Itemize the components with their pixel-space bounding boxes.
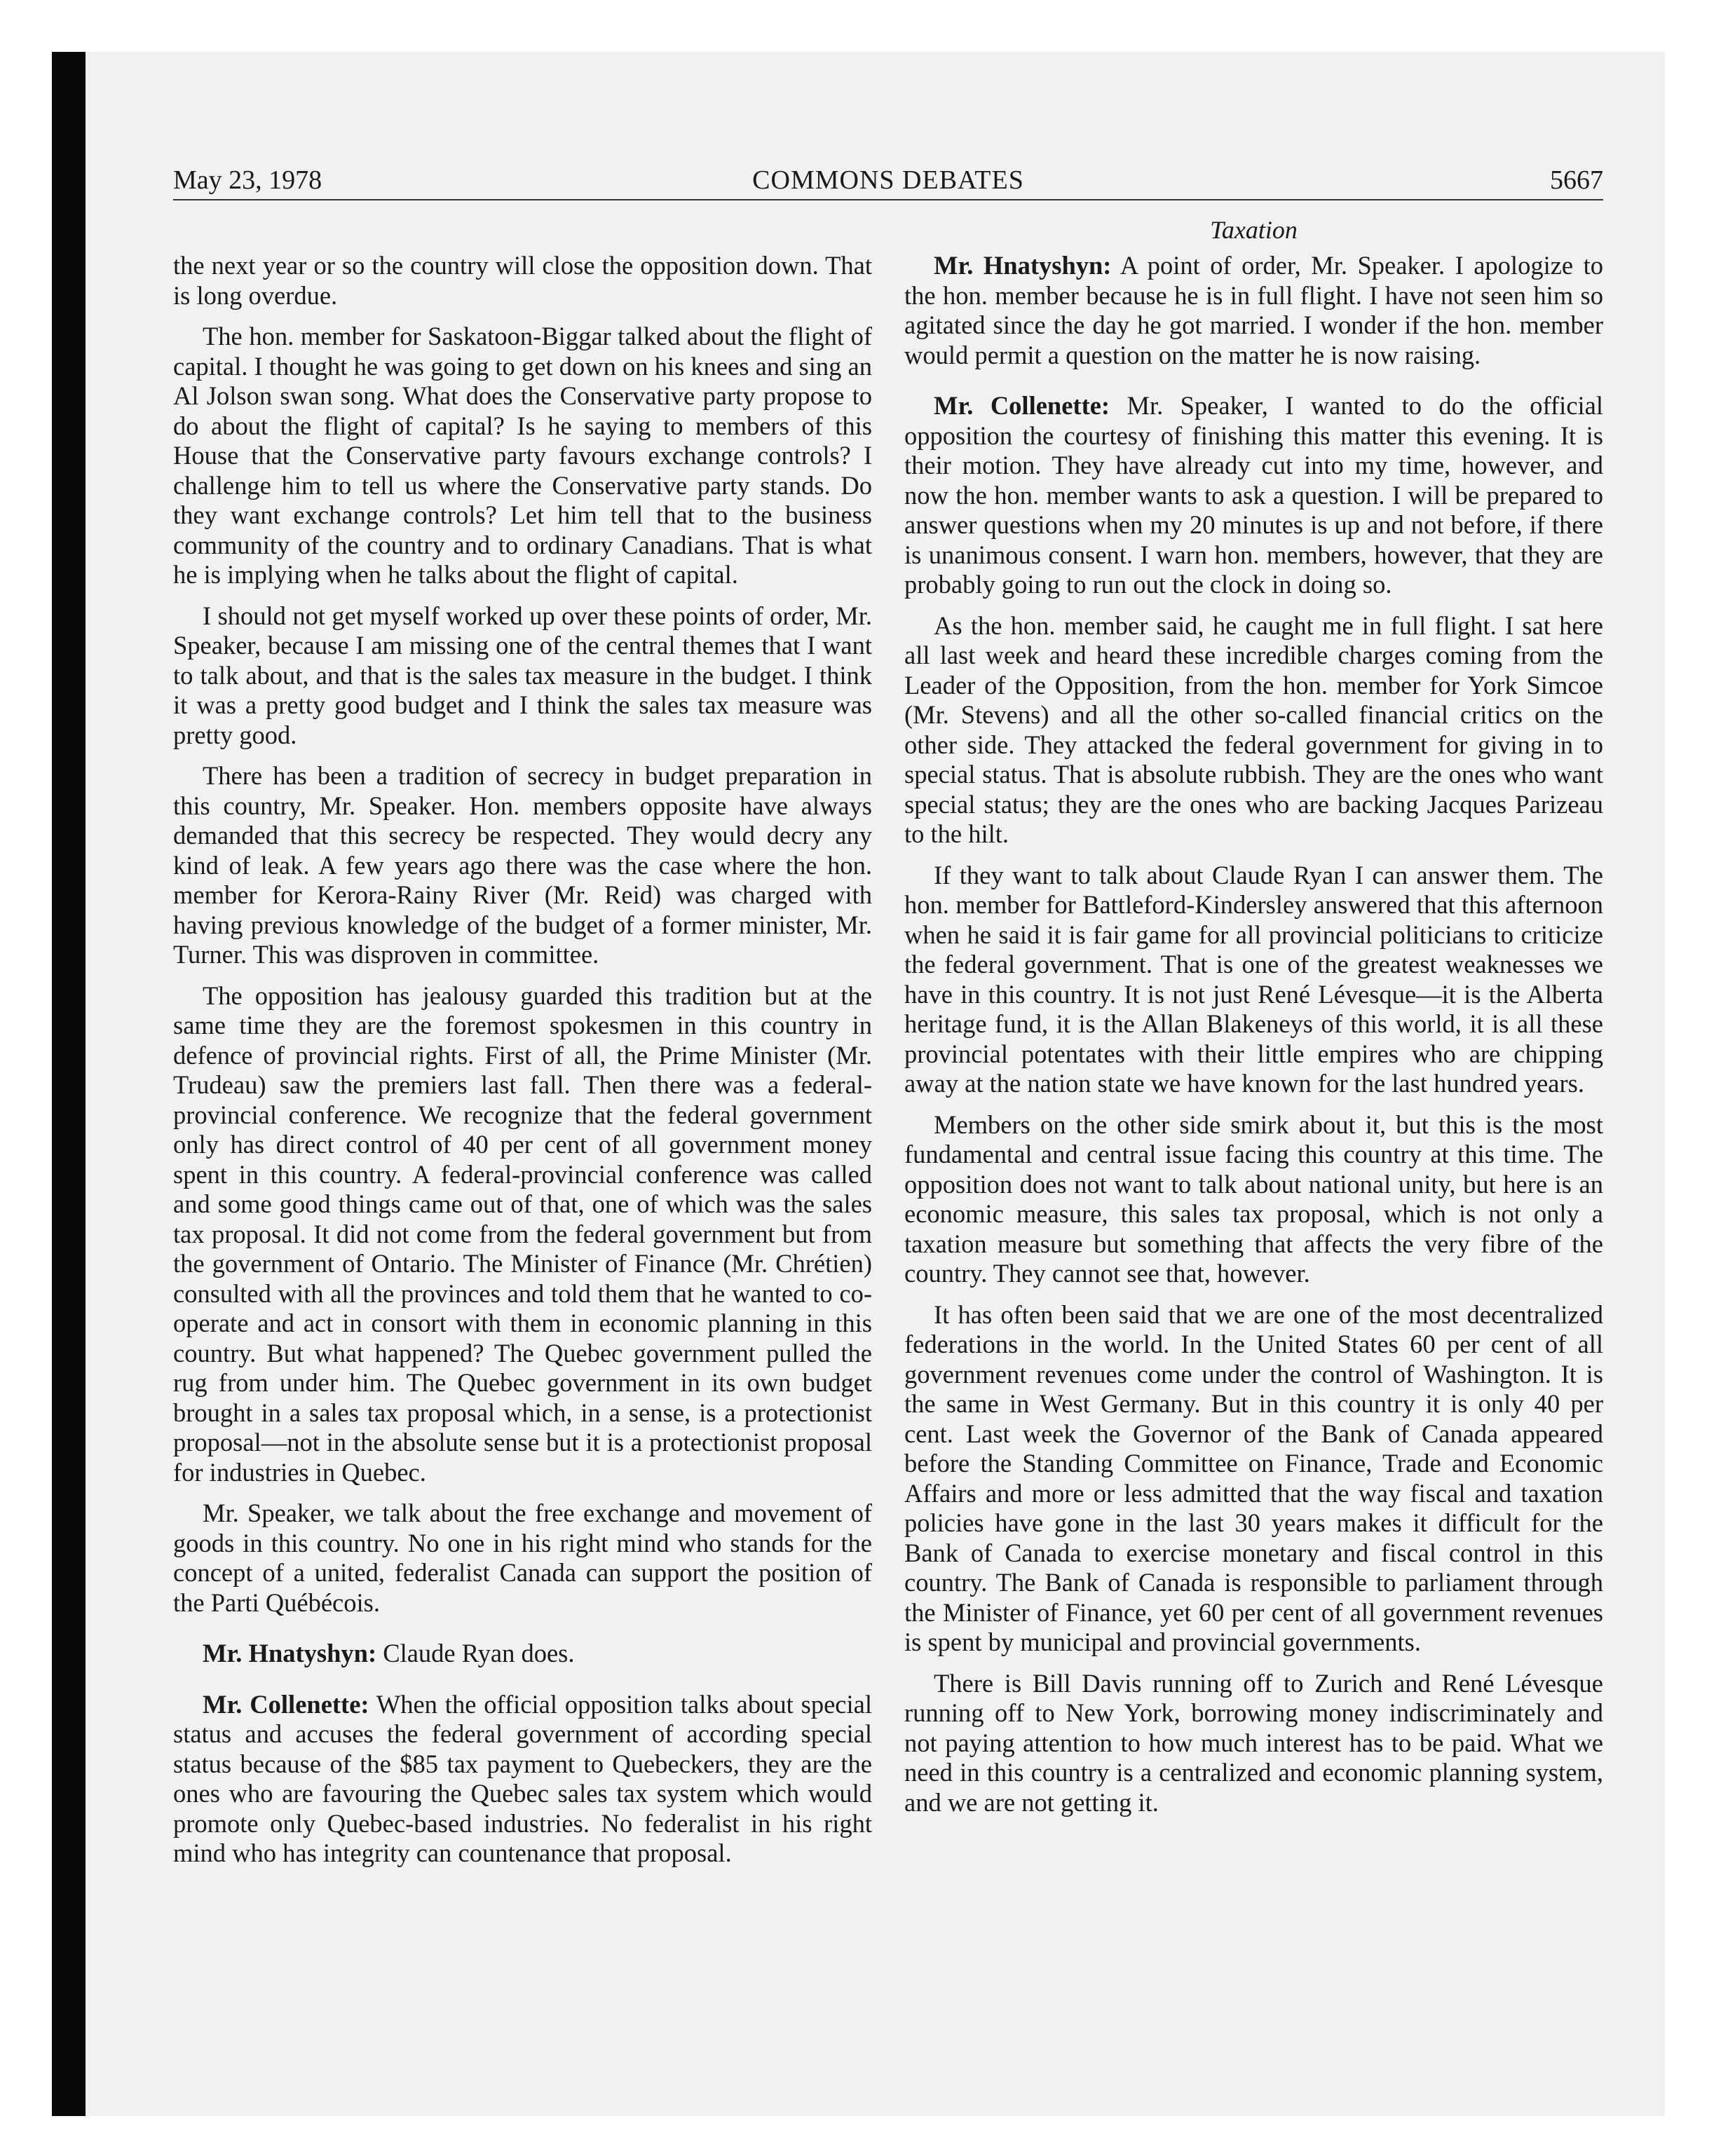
speech-text: Claude Ryan does. bbox=[383, 1639, 575, 1667]
body-paragraph: As the hon. member said, he caught me in full flight. I sat here all last week and heard these incredible charges coming from the Leader of the Opposition, from the hon. member for York Simcoe (Mr. Stevens) and all the other so-called financial critics on the other side. They attacked the federal government for giving in to special status. That is absolute rubbish. They are the ones who want special status; they are the ones who are backing Jacques Parizeau to the hilt. bbox=[904, 610, 1603, 848]
body-paragraph: Mr. Speaker, we talk about the free exchange and movement of goods in this country. No one in his right mind who stands for the concept of a united, federalist Canada can support the position of the Parti Québécois. bbox=[173, 1499, 872, 1617]
speech-paragraph bbox=[904, 391, 1603, 600]
header-rule bbox=[173, 199, 1603, 200]
page-header bbox=[173, 162, 1603, 198]
speech-text: A point of order, Mr. Speaker. I apologize to the hon. member because he is in full flight. I have not seen him so agitated since the day he got married. I wonder if the hon. member would permit a question on the matter he is now raising. bbox=[904, 251, 1603, 369]
speaker-name: Mr. Hnatyshyn: bbox=[934, 251, 1112, 280]
right-column bbox=[904, 251, 1603, 1829]
body-paragraph: Members on the other side smirk about it, but this is the most fundamental and central issue facing this country at this time. The opposition does not want to talk about national unity, but here is an economic measure, this sales tax proposal, which is not only a taxation measure but something that affects the very fibre of the country. They cannot see that, however. bbox=[904, 1110, 1603, 1288]
speech-paragraph bbox=[173, 1690, 872, 1869]
body-paragraph: There is Bill Davis running off to Zurich and René Lévesque running off to New York, borrowing money indiscriminately and not paying attention to how much interest has to be paid. What we need in this country is a centralized and economic planning system, and we are not getting it. bbox=[904, 1668, 1603, 1817]
header-title: COMMONS DEBATES bbox=[752, 165, 1024, 195]
speech-paragraph bbox=[173, 1639, 872, 1669]
speech-text: When the official opposition talks about special status and accuses the federal government of according special status because of the $85 tax payment to Quebeckers, they are the ones who are favouring the Quebec sales tax system which would promote only Quebec-based industries. No federalist in his right mind who has integrity can countenance that proposal. bbox=[173, 1689, 872, 1867]
body-paragraph: It has often been said that we are one of the most decentralized federations in the world. In the United States 60 per cent of all government revenues come under the control of Washington. It is the same in West Germany. But in this country it is only 40 per cent. Last week the Governor of the Bank of Canada appeared before the Standing Committee on Finance, Trade and Economic Affairs and more or less admitted that the way fiscal and taxation policies have gone in the last 30 years makes it difficult for the Bank of Canada to exercise monetary and fiscal control in this country. The Bank of Canada is responsible to parliament through the Minister of Finance, yet 60 per cent of all government revenues is spent by municipal and provincial governments. bbox=[904, 1299, 1603, 1656]
running-head: Taxation bbox=[1210, 216, 1298, 244]
body-paragraph: There has been a tradition of secrecy in budget preparation in this country, Mr. Speaker. Hon. members opposite have always demanded that this secrecy be respected. They would decry any kind of leak. A few years ago there was the case where the hon. member for Kerora-Rainy River (Mr. Reid) was charged with having previous knowledge of the budget of a former minister, Mr. Turner. This was disproven in committee. bbox=[173, 761, 872, 969]
speech-text: Mr. Speaker, I wanted to do the official opposition the courtesy of finishing this matter this evening. It is their motion. They have already cut into my time, however, and now the hon. member wants to ask a question. I will be prepared to answer questions when my 20 minutes is up and not before, if there is unanimous consent. I warn hon. members, however, that they are probably going to run out the clock in doing so. bbox=[904, 391, 1604, 599]
speaker-name: Mr. Hnatyshyn: bbox=[203, 1639, 377, 1667]
header-date: May 23, 1978 bbox=[173, 165, 322, 195]
body-paragraph: The hon. member for Saskatoon-Biggar talked about the flight of capital. I thought he was going to get down on his knees and sing an Al Jolson swan song. What does the Conservative party propose to do about the flight of capital? Is he saying to members of this House that the Conservative party favours exchange controls? I challenge him to tell us where the Conservative party stands. Do they want exchange controls? Let him tell that to the business community of the country and to ordinary Canadians. That is what he is implying when he talks about the flight of capital. bbox=[173, 322, 872, 589]
speech-paragraph bbox=[904, 251, 1603, 370]
speaker-name: Mr. Collenette: bbox=[934, 391, 1110, 420]
body-paragraph: The opposition has jealousy guarded this tradition but at the same time they are the foremost spokesmen in this country in defence of provincial rights. First of all, the Prime Minister (Mr. Trudeau) saw the premiers last fall. Then there was a federal-provincial conference. We recognize that the federal government only has direct control of 40 per cent of all government money spent in this country. A federal-provincial conference was called and some good things came out of that, one of which was the sales tax proposal. It did not come from the federal government but from the government of Ontario. The Minister of Finance (Mr. Chrétien) consulted with all the provinces and told them that he wanted to co-operate and act in consort with them in economic planning in this country. But what happened? The Quebec government pulled the rug from under him. The Quebec government in its own budget brought in a sales tax proposal which, in a sense, is a protectionist proposal—not in the absolute sense but it is a protectionist proposal for industries in Quebec. bbox=[173, 981, 872, 1487]
body-paragraph: I should not get myself worked up over these points of order, Mr. Speaker, because I am missing one of the central themes that I want to talk about, and that is the sales tax measure in the budget. I think it was a pretty good budget and I think the sales tax measure was pretty good. bbox=[173, 601, 872, 749]
scan-black-edge bbox=[52, 52, 86, 2116]
left-column bbox=[173, 251, 872, 1880]
body-paragraph: the next year or so the country will close the opposition down. That is long overdue. bbox=[173, 251, 872, 310]
body-paragraph: If they want to talk about Claude Ryan I can answer them. The hon. member for Battleford-Kindersley answered that this afternoon when he said it is fair game for all provincial politicians to criticize the federal government. That is one of the greatest weaknesses we have in this country. It is not just René Lévesque—it is the Alberta heritage fund, it is the Allan Blakeneys of this world, it is all these provincial potentates with their little empires who are chipping away at the nation state we have known for the last hundred years. bbox=[904, 860, 1603, 1098]
speaker-name: Mr. Collenette: bbox=[203, 1689, 369, 1719]
page-number: 5667 bbox=[1550, 165, 1603, 195]
